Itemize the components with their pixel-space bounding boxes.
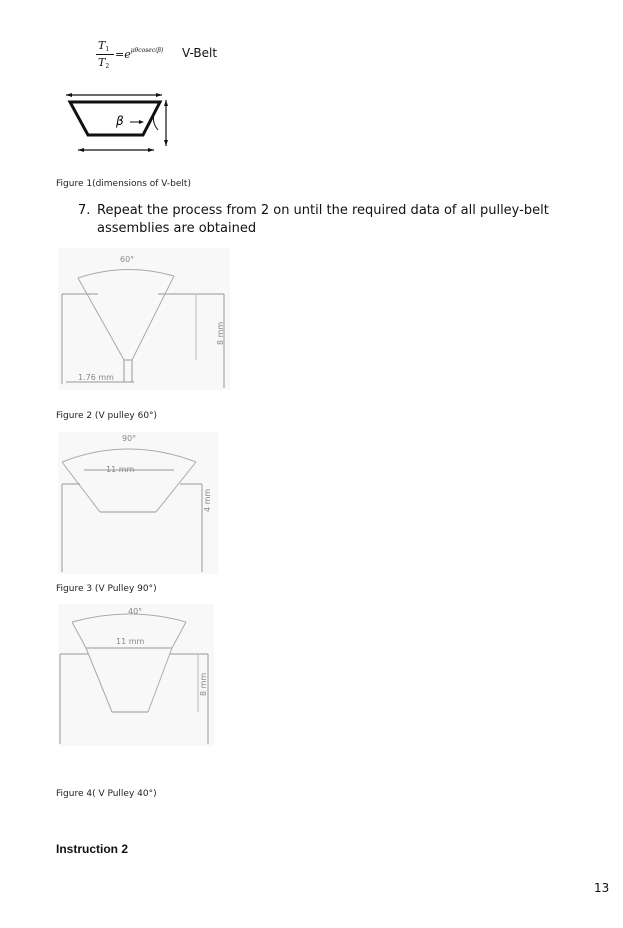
- angle-label: 60°: [120, 255, 135, 264]
- figure2-caption: Figure 2 (V pulley 60°): [56, 411, 158, 421]
- arrowhead: [156, 93, 162, 97]
- figure4-pulley-40-diagram: [58, 604, 214, 746]
- bottom-width-label: 1.76 mm: [78, 373, 114, 382]
- figure1-vbelt-diagram: [58, 90, 178, 158]
- figure-background: [58, 604, 214, 746]
- step-number: 7.: [78, 203, 91, 218]
- figure3-caption: Figure 3 (V Pulley 90°): [56, 584, 157, 594]
- page-number: 13: [594, 881, 610, 895]
- figure3-pulley-90-diagram: [58, 432, 218, 574]
- formula-label: V-Belt: [182, 46, 218, 60]
- top-width-label: 11 mm: [116, 637, 145, 646]
- figure-background: [58, 432, 218, 574]
- depth-label: 8 mm: [216, 321, 225, 345]
- arrowhead: [148, 148, 154, 152]
- fraction-line: [96, 54, 114, 55]
- belt-outline: [70, 102, 160, 135]
- arrowhead: [66, 93, 72, 97]
- formula-denominator: $T_2$: [98, 56, 110, 70]
- figure4-caption: Figure 4( V Pulley 40°): [56, 789, 157, 799]
- figure-background: [58, 248, 230, 390]
- figure2-pulley-60-diagram: [58, 248, 230, 390]
- step-text: Repeat the process from 2 on until the required data of all pulley-belt assemblies are obtained: [97, 203, 549, 236]
- top-width-label: 11 mm: [106, 465, 135, 474]
- arrowhead: [164, 140, 168, 146]
- arrowhead: [139, 120, 144, 124]
- depth-label: 8 mm: [199, 672, 208, 696]
- beta-label: β: [116, 114, 124, 128]
- arrowhead: [164, 100, 168, 106]
- figure1-caption: Figure 1(dimensions of V-belt): [56, 179, 191, 189]
- v-belt-formula: [96, 38, 306, 78]
- angle-label: 90°: [122, 434, 137, 443]
- section-heading: Instruction 2: [56, 842, 129, 856]
- angle-label: 40°: [128, 607, 143, 616]
- arrowhead: [78, 148, 84, 152]
- formula-rhs: $=e^{\mu\theta cosec(\beta)}$: [115, 47, 164, 61]
- depth-label: 4 mm: [203, 488, 212, 512]
- formula-numerator: $T_1$: [98, 39, 110, 53]
